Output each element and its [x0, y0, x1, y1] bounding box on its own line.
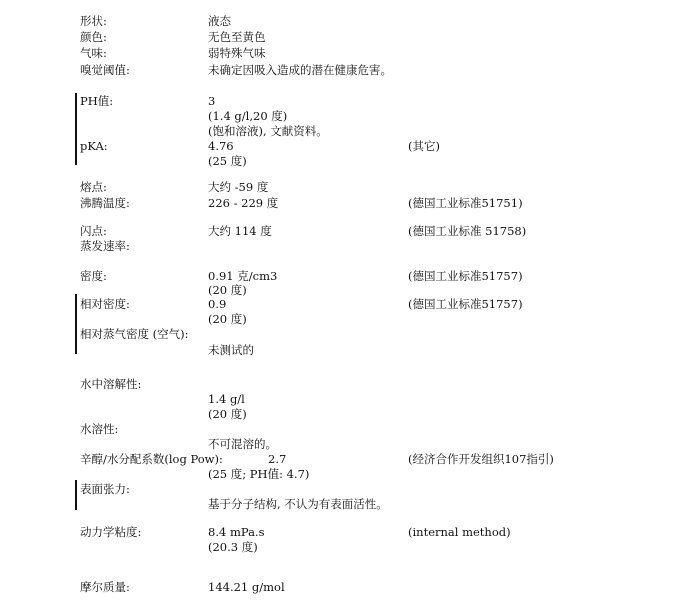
property-label: PH值:: [80, 94, 114, 108]
property-value: 8.4 mPa.s: [208, 525, 265, 539]
property-label: 相对蒸气密度 (空气):: [80, 327, 189, 341]
property-condition: (20.3 度): [208, 540, 258, 554]
property-method: (其它): [408, 139, 440, 153]
property-label: 相对密度:: [80, 297, 130, 311]
property-label: 闪点:: [80, 224, 107, 238]
property-label: 熔点:: [80, 180, 107, 194]
property-value: 226 - 229 度: [208, 196, 279, 210]
property-value: 0.91 克/cm3: [208, 269, 278, 283]
property-value: 未确定因吸入造成的潜在健康危害。: [208, 63, 392, 77]
property-value: 弱特殊气味: [208, 46, 266, 60]
property-label: 形状:: [80, 14, 107, 28]
property-label: 动力学粘度:: [80, 525, 142, 539]
property-method: (德国工业标准 51758): [408, 224, 527, 238]
property-method: (德国工业标准51751): [408, 196, 523, 210]
property-value: 基于分子结构, 不认为有表面活性。: [208, 497, 388, 511]
property-label: 嗅觉阈值:: [80, 63, 130, 77]
property-label: 沸腾温度:: [80, 196, 130, 210]
property-label: 密度:: [80, 269, 107, 283]
property-condition: (20 度): [208, 407, 247, 421]
property-label: 气味:: [80, 46, 107, 60]
property-condition: (25 度; PH值: 4.7): [208, 467, 310, 481]
change-bar: [75, 480, 77, 510]
property-condition: (20 度): [208, 283, 247, 297]
property-value: 4.76: [208, 139, 234, 153]
property-label: 蒸发速率:: [80, 239, 130, 253]
property-value: 大约 114 度: [208, 224, 272, 238]
property-label: pKA:: [80, 139, 108, 153]
property-value: 1.4 g/l: [208, 392, 245, 406]
property-value: 液态: [208, 14, 231, 28]
property-method: (internal method): [408, 525, 511, 539]
property-value: 2.7: [268, 452, 287, 466]
property-label: 辛醇/水分配系数(log Pow):: [80, 452, 223, 466]
property-condition: (25 度): [208, 154, 247, 168]
property-value: 未测试的: [208, 343, 254, 357]
property-value: 0.9: [208, 297, 227, 311]
property-method: (德国工业标准51757): [408, 269, 523, 283]
property-label: 颜色:: [80, 30, 107, 44]
property-value: 不可混溶的。: [208, 437, 277, 451]
change-bar: [75, 93, 77, 165]
property-label: 水溶性:: [80, 422, 119, 436]
property-condition: (饱和溶液), 文献资料。: [208, 124, 328, 138]
property-label: 摩尔质量:: [80, 580, 130, 594]
property-value: 3: [208, 94, 216, 108]
property-value: 无色至黄色: [208, 30, 266, 44]
property-value: 144.21 g/mol: [208, 580, 285, 594]
property-method: (经济合作开发组织107指引): [408, 452, 554, 466]
property-label: 表面张力:: [80, 482, 130, 496]
property-label: 水中溶解性:: [80, 377, 142, 391]
property-value: 大约 -59 度: [208, 180, 269, 194]
property-method: (德国工业标准51757): [408, 297, 523, 311]
property-condition: (1.4 g/l,20 度): [208, 109, 288, 123]
change-bar: [75, 294, 77, 354]
property-condition: (20 度): [208, 312, 247, 326]
